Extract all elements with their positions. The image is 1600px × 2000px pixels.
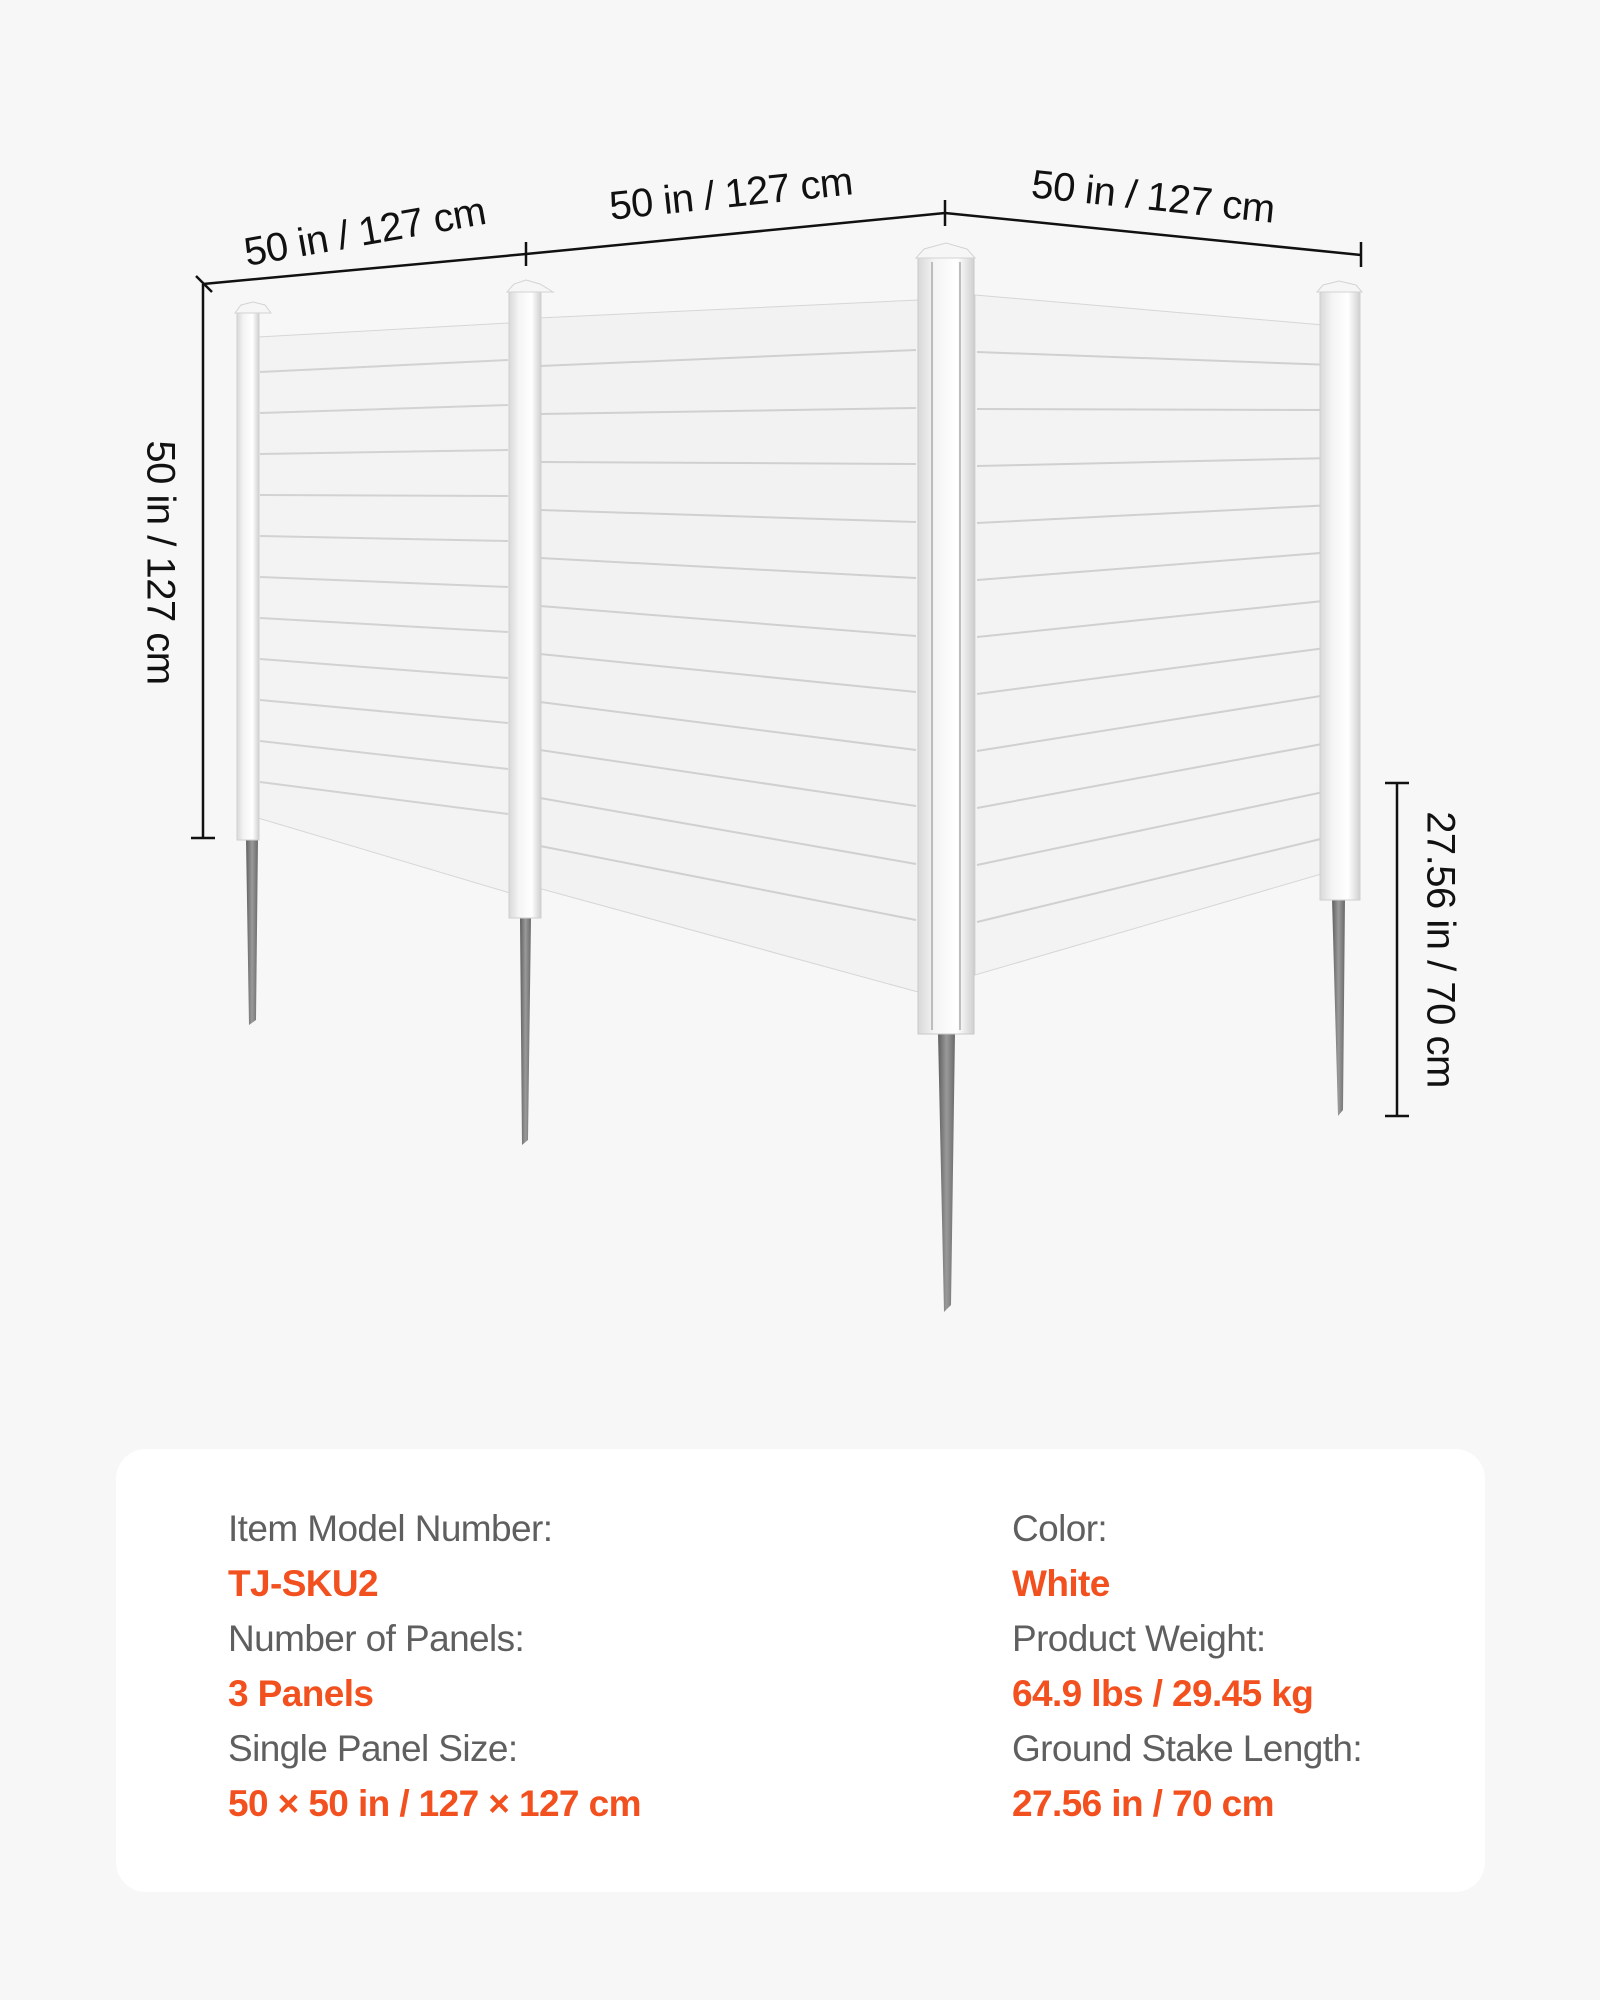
- panel-size-label: Single Panel Size:: [228, 1728, 518, 1769]
- dimension-label-panel-3-width: 50 in / 127 cm: [1029, 162, 1277, 232]
- stake-length-label: Ground Stake Length:: [1012, 1728, 1363, 1769]
- color-value: White: [1012, 1563, 1110, 1604]
- stake-length-value: 27.56 in / 70 cm: [1012, 1783, 1274, 1824]
- fence-panel-1: [258, 323, 510, 893]
- dimension-label-panel-1-width: 50 in / 127 cm: [240, 189, 490, 275]
- fence-panel-3: [975, 295, 1335, 975]
- color-label: Color:: [1012, 1508, 1108, 1549]
- spec-column-left: [228, 1501, 641, 1831]
- model-number-value: TJ-SKU2: [228, 1563, 378, 1604]
- model-number-label: Item Model Number:: [228, 1508, 553, 1549]
- dimension-label-stake-length: 27.56 in / 70 cm: [1418, 811, 1463, 1088]
- weight-value: 64.9 lbs / 29.45 kg: [1012, 1673, 1314, 1714]
- spec-card: [116, 1449, 1485, 1892]
- panel-count-value: 3 Panels: [228, 1673, 374, 1714]
- fence-panel-2: [538, 300, 918, 992]
- spec-column-right: [1012, 1501, 1362, 1831]
- panel-count-label: Number of Panels:: [228, 1618, 525, 1659]
- dimension-label-panel-2-width: 50 in / 127 cm: [607, 159, 855, 229]
- weight-label: Product Weight:: [1012, 1618, 1266, 1659]
- dimension-label-panel-height: 50 in / 127 cm: [138, 440, 183, 685]
- panel-size-value: 50 × 50 in / 127 × 127 cm: [228, 1783, 641, 1824]
